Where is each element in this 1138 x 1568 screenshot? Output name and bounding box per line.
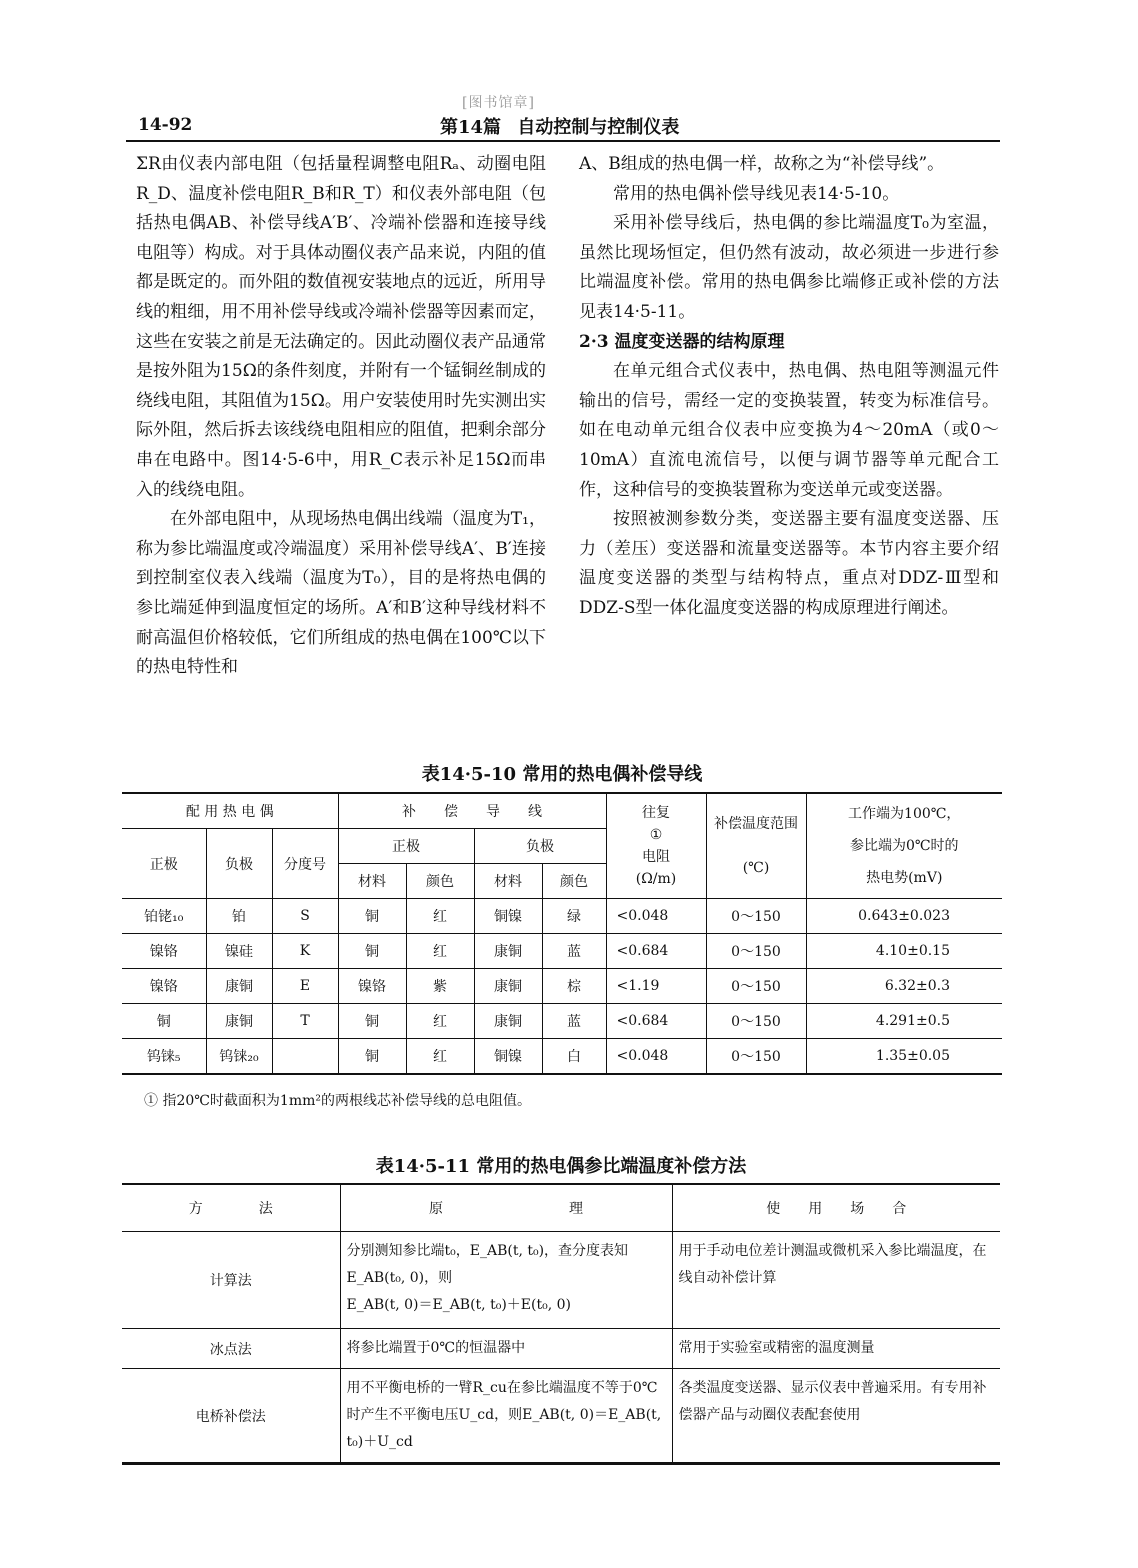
table-cell: 绿 [542, 899, 606, 934]
section-heading: 2·3 温度变送器的结构原理 [579, 331, 785, 352]
page-header-title: 第14篇 自动控制与控制仪表 [440, 117, 680, 138]
table-cell: 镍铬 [338, 969, 406, 1004]
table-row [122, 969, 1002, 1004]
table-cell: 红 [406, 934, 474, 969]
table-cell: 铜镍 [474, 1039, 542, 1075]
table-cell: 分别测知参比端t₀，E_AB(t, t₀)，查分度表知E_AB(t₀, 0)，则 E_AB(t, 0)＝E_AB(t, t₀)＋E(t₀, 0) [340, 1232, 672, 1329]
table-row [122, 934, 1002, 969]
table-cell: 康铜 [474, 969, 542, 1004]
paragraph: ΣR由仪表内部电阻（包括量程调整电阻Rₐ、动圈电阻R_D、温度补偿电阻R_B和R_T）和仪表外部电阻（包括热电偶AB、补偿导线A′B′、冷端补偿器和连接导线电阻等）构成。对于具体动圈仪表产品来说，内阻的值都是既定的。而外阻的数值视安装地点的远近，所用导线的粗细，用不用补偿导线或冷端补偿器等因素而定，这些在安装之前是无法确定的。因此动圈仪表产品通常是按外阻为15Ω的条件刻度，并附有一个锰铜丝制成的绕线电阻，其阻值为15Ω。用户安装使用时先实测出实际外阻，然后拆去该线绕电阻相应的阻值，把剩余部分串在电路中。图14·5-6中，用R_C表示补足15Ω而串入的线绕电阻。 [136, 154, 546, 500]
table-cell: 紫 [406, 969, 474, 1004]
table-cell: 镍硅 [206, 934, 272, 969]
page-number: 14-92 [138, 115, 193, 135]
header-cell: 材料 [338, 864, 406, 899]
table-cell: 各类温度变送器、显示仪表中普遍采用。有专用补偿器产品与动圈仪表配套使用 [672, 1369, 1000, 1464]
table-cell: E [272, 969, 338, 1004]
table-cell: 铜镍 [474, 899, 542, 934]
table-cell: 计算法 [122, 1232, 340, 1329]
table-cell: 4.291±0.5 [806, 1004, 1002, 1039]
header-cell: 颜色 [542, 864, 606, 899]
table-cell: 0～150 [706, 1039, 806, 1075]
table-cell: 镍铬 [122, 969, 206, 1004]
header-cell: 补 偿 导 线 [338, 793, 606, 829]
table-cell: 冰点法 [122, 1329, 340, 1369]
header-cell: 颜色 [406, 864, 474, 899]
table-cell: 常用于实验室或精密的温度测量 [672, 1329, 1000, 1369]
table-cell: 红 [406, 1039, 474, 1075]
table-cell: <0.048 [606, 1039, 706, 1075]
header-cell: 负极 [206, 829, 272, 899]
table-cell: 红 [406, 1004, 474, 1039]
paragraph: 在外部电阻中，从现场热电偶出线端（温度为T₁，称为参比端温度或冷端温度）采用补偿导线A′、B′连接到控制室仪表入线端（温度为T₀），目的是将热电偶的参比端延伸到温度恒定的场所。A′和B′这种导线材料不耐高温但价格较低，它们所组成的热电偶在100℃以下的热电特性和 [136, 509, 546, 678]
table-row [122, 899, 1002, 934]
table-row [122, 1329, 1000, 1369]
table-cell: 钨铼₂₀ [206, 1039, 272, 1075]
table-cell: 蓝 [542, 1004, 606, 1039]
table-cell: <0.684 [606, 934, 706, 969]
table-cell: 1.35±0.05 [806, 1039, 1002, 1075]
header-cell: 配 用 热 电 偶 [122, 793, 338, 829]
table-cell: 4.10±0.15 [806, 934, 1002, 969]
table-cell: 康铜 [474, 1004, 542, 1039]
table-footnote: ① 指20℃时截面积为1mm²的两根线芯补偿导线的总电阻值。 [144, 1093, 531, 1109]
header-cell: 往复 ① 电阻 (Ω/m) [606, 793, 706, 899]
header-rule [126, 140, 1000, 142]
header-cell: 工作端为100℃， 参比端为0℃时的 热电势(mV) [806, 793, 1002, 899]
table-cell: 康铜 [474, 934, 542, 969]
table-row [122, 1369, 1000, 1464]
paragraph: 常用的热电偶补偿导线见表14·5-10。 [613, 183, 900, 204]
table-cell: 用于手动电位差计测温或微机采入参比端温度，在线自动补偿计算 [672, 1232, 1000, 1329]
table-cell: <0.048 [606, 899, 706, 934]
header-cell: 分度号 [272, 829, 338, 899]
table-cell: 铂铑₁₀ [122, 899, 206, 934]
header-cell: 原 理 [340, 1184, 672, 1232]
table-cell: 0～150 [706, 1004, 806, 1039]
header-cell: 正极 [122, 829, 206, 899]
table-cell: 铜 [122, 1004, 206, 1039]
table-cell: 钨铼₅ [122, 1039, 206, 1075]
table-cell: 0～150 [706, 934, 806, 969]
table-cell: 红 [406, 899, 474, 934]
header-cell: 方 法 [122, 1184, 340, 1232]
header-cell: 正极 [338, 829, 474, 864]
header-cell: 补偿温度范围 (℃) [706, 793, 806, 899]
table-cell: 铜 [338, 1039, 406, 1075]
table-cell: 康铜 [206, 1004, 272, 1039]
table-cell: <1.19 [606, 969, 706, 1004]
paragraph: 按照被测参数分类，变送器主要有温度变送器、压力（差压）变送器和流量变送器等。本节内容主要介绍温度变送器的类型与结构特点，重点对DDZ-Ⅲ型和DDZ-S型一体化温度变送器的构成原理进行阐述。 [579, 509, 999, 618]
table-cell: 镍铬 [122, 934, 206, 969]
table-cell [272, 1039, 338, 1075]
compensation-wire-table [122, 792, 1002, 1075]
table-row [122, 1004, 1002, 1039]
table-cell: K [272, 934, 338, 969]
table-cell: 铜 [338, 934, 406, 969]
table-cell: 0～150 [706, 969, 806, 1004]
table-cell: 用不平衡电桥的一臂R_cu在参比端温度不等于0℃时产生不平衡电压U_cd，则E_AB(t, 0)＝E_AB(t, t₀)＋U_cd [340, 1369, 672, 1464]
table-cell: 康铜 [206, 969, 272, 1004]
table-cell: 铂 [206, 899, 272, 934]
table-cell: <0.684 [606, 1004, 706, 1039]
left-column [136, 150, 546, 683]
table-cell: 铜 [338, 1004, 406, 1039]
table-cell: 蓝 [542, 934, 606, 969]
header-cell: 材料 [474, 864, 542, 899]
table-cell: 棕 [542, 969, 606, 1004]
table-row [122, 1039, 1002, 1075]
header-cell: 使 用 场 合 [672, 1184, 1000, 1232]
table-caption: 表14·5-11 常用的热电偶参比端温度补偿方法 [375, 1156, 747, 1177]
paragraph: 采用补偿导线后，热电偶的参比端温度T₀为室温，虽然比现场恒定，但仍然有波动，故必须进一步进行参比端温度补偿。常用的热电偶参比端修正或补偿的方法见表14·5-11。 [579, 213, 999, 322]
table-cell: 白 [542, 1039, 606, 1075]
table-caption: 表14·5-10 常用的热电偶补偿导线 [421, 764, 703, 785]
table-cell: 0～150 [706, 899, 806, 934]
table-cell: 电桥补偿法 [122, 1369, 340, 1464]
paragraph: 在单元组合式仪表中，热电偶、热电阻等测温元件输出的信号，需经一定的变换装置，转变为标准信号。如在电动单元组合仪表中应变换为4～20mA（或0～10mA）直流电流信号，以便与调节器等单元配合工作，这种信号的变换装置称为变送单元或变送器。 [579, 361, 999, 500]
paragraph: A、B组成的热电偶一样，故称之为“补偿导线”。 [579, 154, 945, 174]
table-cell: 铜 [338, 899, 406, 934]
compensation-method-table [122, 1183, 1000, 1465]
table-cell: 将参比端置于0℃的恒温器中 [340, 1329, 672, 1369]
right-column [579, 150, 999, 624]
header-cell: 负极 [474, 829, 606, 864]
table-cell: 6.32±0.3 [806, 969, 1002, 1004]
table-row [122, 1232, 1000, 1329]
table-cell: S [272, 899, 338, 934]
table-cell: 0.643±0.023 [806, 899, 1002, 934]
library-stamp: [图书馆章] [462, 95, 535, 111]
table-cell: T [272, 1004, 338, 1039]
